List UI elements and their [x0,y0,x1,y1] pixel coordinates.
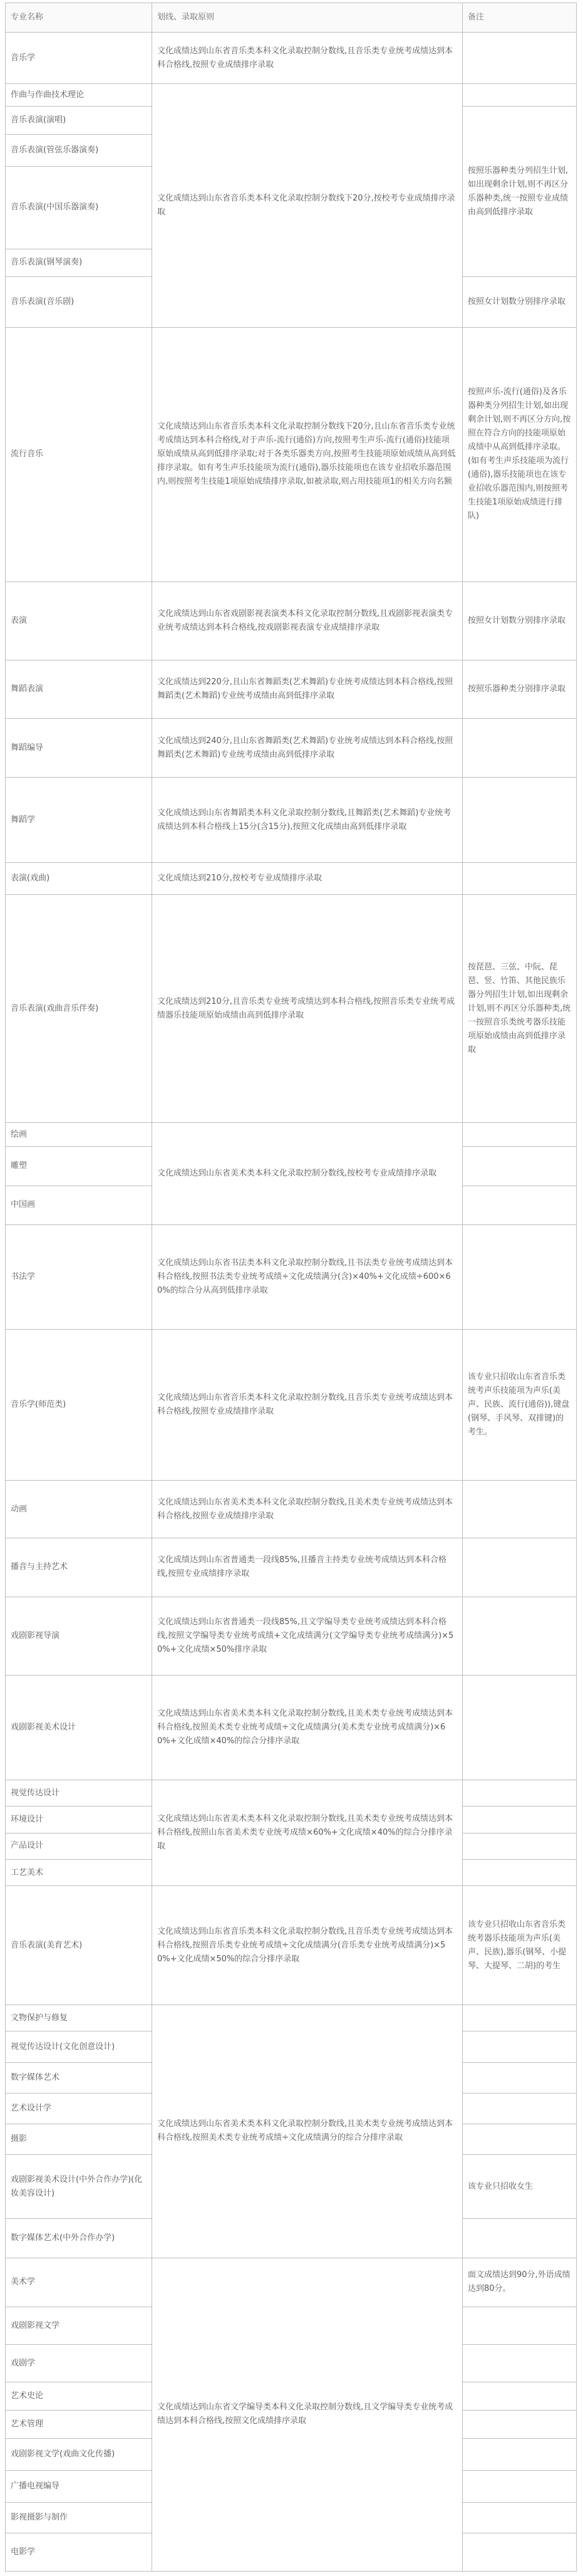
major-cell: 舞蹈学 [6,778,152,863]
major-cell: 雕塑 [6,1147,152,1186]
major-cell: 表演(戏曲) [6,863,152,895]
note-cell [463,719,577,778]
major-cell: 表演 [6,581,152,660]
admission-rules-table [5,3,577,2572]
rule-cell: 文化成绩达到山东省普通类一段线85%,且文学编导类专业统考成绩达到本科合格线,按照文学编导类专业统考成绩+文化成绩满分(文学编导类专业统考成绩满分)×50%+文化成绩×50%排序录取 [152,1597,463,1675]
major-cell: 绘画 [6,1123,152,1147]
note-cell [463,2031,577,2062]
note-cell [463,2307,577,2344]
major-cell: 数字媒体艺术(中外合作办学) [6,2219,152,2258]
table-row [6,1597,577,1675]
note-cell [463,2503,577,2533]
table-row [6,660,577,719]
major-cell: 工艺美术 [6,1860,152,1886]
rule-cell: 文化成绩达到山东省文学编导类本科文化录取控制分数线,且文学编导类专业统考成绩达到本科合格线,按照文化成绩排序录取 [152,2258,463,2571]
rule-cell: 文化成绩达到山东省美术类本科文化录取控制分数线,且美术类专业统考成绩达到本科合格线,按照山东省美术类专业统考成绩×60%+文化成绩×40%的综合分排序录取 [152,1780,463,1886]
table-row [6,778,577,863]
major-cell: 美术学 [6,2258,152,2307]
note-cell [463,1675,577,1780]
major-cell: 电影学 [6,2533,152,2572]
note-cell [463,2471,577,2503]
note-cell [463,1186,577,1224]
major-cell: 数字媒体艺术 [6,2062,152,2093]
note-cell: 按照声乐-流行(通俗)及各乐器种类分列招生计划,如出现剩余计划,则不再区分方向,按照在符合方向的技能项原始成绩中从高到低排序录取。(如有考生声乐技能项为流行(通俗),器乐技能项也在该专业招收乐器范围内,则按照考生技能1项原始成绩进行排队) [463,327,577,581]
note-cell [463,1597,577,1675]
table-row [6,895,577,1123]
table-row [6,2258,577,2307]
note-cell [463,2533,577,2572]
rule-cell: 文化成绩达到山东省美术类本科文化录取控制分数线,按校考专业成绩排序录取 [152,1123,463,1225]
major-cell: 产品设计 [6,1833,152,1859]
note-cell [463,2411,577,2439]
major-cell: 动画 [6,1481,152,1538]
note-cell [463,1860,577,1886]
rule-cell: 文化成绩达到山东省音乐类本科文化录取控制分数线下20分,按校考专业成绩排序录取 [152,84,463,327]
rule-cell: 文化成绩达到山东省音乐类本科文化录取控制分数线,且音乐类专业统考成绩达到本科合格线,按照音乐类专业统考成绩÷文化成绩满分(音乐类专业统考成绩满分)×50%+文化成绩×50%的综合分排序录取 [152,1886,463,2005]
note-cell [463,2005,577,2031]
rule-cell: 文化成绩达到210分,且音乐类专业统考成绩达到本科合格线,按照音乐类专业统考成绩器乐技能项原始成绩由高到低排序录取 [152,895,463,1123]
note-cell [463,1225,577,1330]
table-row [6,1481,577,1538]
table-row [6,1330,577,1481]
rule-cell: 文化成绩达到240分,且山东省舞蹈类(艺术舞蹈)专业统考成绩达到本科合格线,按照舞蹈类(艺术舞蹈)专业统考成绩由高到低排序录取 [152,719,463,778]
rule-cell: 文化成绩达到山东省音乐类本科文化录取控制分数线,且音乐类专业统考成绩达到本科合格线,按照专业成绩排序录取 [152,32,463,84]
major-cell: 戏剧影视文学(戏曲文化传播) [6,2438,152,2470]
major-cell: 广播电视编导 [6,2471,152,2503]
table-row [6,1780,577,1806]
major-cell: 流行音乐 [6,327,152,581]
note-cell [463,1780,577,1806]
note-cell: 该专业只招收山东省音乐类统考声乐技能项为声乐(美声、民族、流行(通俗)),键盘(钢琴、手风琴、双排键)的考生。 [463,1330,577,1481]
table-row [6,1675,577,1780]
note-cell [463,2345,577,2382]
note-cell: 按照女计划数分别排序录取 [463,277,577,327]
major-cell: 舞蹈表演 [6,660,152,719]
major-cell: 戏剧影视美术设计 [6,1675,152,1780]
major-cell: 戏剧学 [6,2345,152,2382]
rule-cell: 文化成绩达到210分,按校考专业成绩排序录取 [152,863,463,895]
rule-cell: 文化成绩达到山东省美术类本科文化录取控制分数线,且美术类专业统考成绩达到本科合格线,按照美术类专业统考成绩÷文化成绩满分(美术类专业统考成绩满分)×60%+文化成绩×40%的综合分排序录取 [152,1675,463,1780]
note-cell: 按琵琶、三弦、中阮、琵琶、竖、竹笛、其他民族乐器分列招生计划,如出现剩余计划,则不再区分乐器种类,统一按照音乐类统考器乐技能项原始成绩由高到低排序录取 [463,895,577,1123]
table-row [6,32,577,84]
note-cell [463,863,577,895]
note-cell [463,778,577,863]
note-cell [463,2438,577,2470]
table-row [6,1123,577,1147]
major-cell: 播音与主持艺术 [6,1538,152,1597]
table-row [6,863,577,895]
table-row [6,1225,577,1330]
note-cell [463,32,577,84]
rule-cell: 文化成绩达到220分,且山东省舞蹈类(艺术舞蹈)专业统考成绩达到本科合格线,按照舞蹈类(艺术舞蹈)专业统考成绩由高到低排序录取 [152,660,463,719]
table-row [6,719,577,778]
rule-cell: 文化成绩达到山东省舞蹈类本科文化录取控制分数线,且舞蹈类(艺术舞蹈)专业统考成绩达到本科合格线上15分(含15分),按照文化成绩由高到低排序录取 [152,778,463,863]
note-cell [463,84,577,107]
major-cell: 音乐表演(音乐剧) [6,277,152,327]
rule-cell: 文化成绩达到山东省音乐类本科文化录取控制分数线,且音乐类专业统考成绩达到本科合格线,按照专业成绩排序录取 [152,1330,463,1481]
note-cell [463,2219,577,2258]
note-cell [463,1538,577,1597]
header-major: 专业名称 [6,3,152,33]
table-row [6,1538,577,1597]
header-note: 备注 [463,3,577,33]
major-cell: 音乐表演(管弦乐器演奏) [6,134,152,166]
header-rule: 划线、录取原则 [152,3,463,33]
major-cell: 戏剧影视文学 [6,2307,152,2344]
major-cell: 音乐表演(演唱) [6,107,152,135]
major-cell: 书法学 [6,1225,152,1330]
major-cell: 影视摄影与制作 [6,2503,152,2533]
major-cell: 作曲与作曲技术理论 [6,84,152,107]
note-cell [463,2062,577,2093]
table-row [6,1886,577,2005]
major-cell: 文物保护与修复 [6,2005,152,2031]
major-cell: 音乐表演(戏曲音乐伴奏) [6,895,152,1123]
rule-cell: 文化成绩达到山东省美术类本科文化录取控制分数线,且美术类专业统考成绩达到本科合格线,按照专业成绩排序录取 [152,1481,463,1538]
major-cell: 舞蹈编导 [6,719,152,778]
major-cell: 视觉传达设计(文化创意设计) [6,2031,152,2062]
table-header-row [6,3,577,33]
note-cell [463,2124,577,2154]
note-cell: 该专业只招收女生 [463,2154,577,2219]
note-cell [463,2093,577,2124]
major-cell: 艺术设计学 [6,2093,152,2124]
major-cell: 视觉传达设计 [6,1780,152,1806]
note-cell: 按照女计划数分别排序录取 [463,581,577,660]
note-cell [463,1807,577,1833]
major-cell: 摄影 [6,2124,152,2154]
note-cell [463,1123,577,1147]
rule-cell: 文化成绩达到山东省音乐类本科文化录取控制分数线下20分,且山东省音乐类专业统考成绩达到本科合格线,对于声乐-流行(通俗)方向,按照考生声乐-流行(通俗)技能项原始成绩从高到低排序录取;对于各类乐器类方向,按照考生技能项原始成绩从高到低排序录取。如有考生声乐技能项为流行(通俗),器乐技能项也在该专业招收乐器范围内,则按照考生技能1项原始成绩排序录取,如被录取,则占用技能项1的相关方向名额 [152,327,463,581]
note-cell [463,1481,577,1538]
major-cell: 音乐表演(中国乐器演奏) [6,167,152,249]
note-cell: 该专业只招收山东省音乐类统考器乐技能项为声乐(美声、民族),器乐(钢琴、小提琴、大提琴、二胡)的考生 [463,1886,577,2005]
major-cell: 音乐表演(钢琴演奏) [6,249,152,277]
note-cell: 面文成绩达到90分,外语成绩达到80分。 [463,2258,577,2307]
note-cell [463,2382,577,2411]
rule-cell: 文化成绩达到山东省戏剧影视表演类本科文化录取控制分数线,且戏剧影视表演类专业统考成绩达到本科合格线,按戏剧影视表演专业成绩排序录取 [152,581,463,660]
table-row [6,2005,577,2031]
table-row [6,327,577,581]
major-cell: 中国画 [6,1186,152,1224]
note-cell [463,1147,577,1186]
rule-cell: 文化成绩达到山东省美术类本科文化录取控制分数线,且美术类专业统考成绩达到本科合格线,按照美术类专业统考成绩÷文化成绩满分的综合分排序录取 [152,2005,463,2258]
major-cell: 音乐学(师范类) [6,1330,152,1481]
note-cell [463,1833,577,1859]
rule-cell: 文化成绩达到山东省普通类一段线85%,且播音主持类专业统考成绩达到本科合格线,按照专业成绩排序录取 [152,1538,463,1597]
major-cell: 环境设计 [6,1807,152,1833]
major-cell: 戏剧影视导演 [6,1597,152,1675]
major-cell: 戏剧影视美术设计(中外合作办学)(化妆美容设计) [6,2154,152,2219]
table-row [6,84,577,107]
rule-cell: 文化成绩达到山东省书法类本科文化录取控制分数线,且书法类专业统考成绩达到本科合格线,按照书法类专业统考成绩÷文化成绩满分(含)×40%+文化成绩÷600×60%的综合分从高到低排序录取 [152,1225,463,1330]
major-cell: 音乐学 [6,32,152,84]
major-cell: 艺术史论 [6,2382,152,2411]
major-cell: 艺术管理 [6,2411,152,2439]
major-cell: 音乐表演(美育艺术) [6,1886,152,2005]
note-cell: 按照乐器种类分列招生计划,如出现剩余计划,则不再区分乐器种类,统一按照专业成绩由高到低排序录取 [463,107,577,277]
note-cell: 按照乐器种类分别排序录取 [463,660,577,719]
table-row [6,581,577,660]
